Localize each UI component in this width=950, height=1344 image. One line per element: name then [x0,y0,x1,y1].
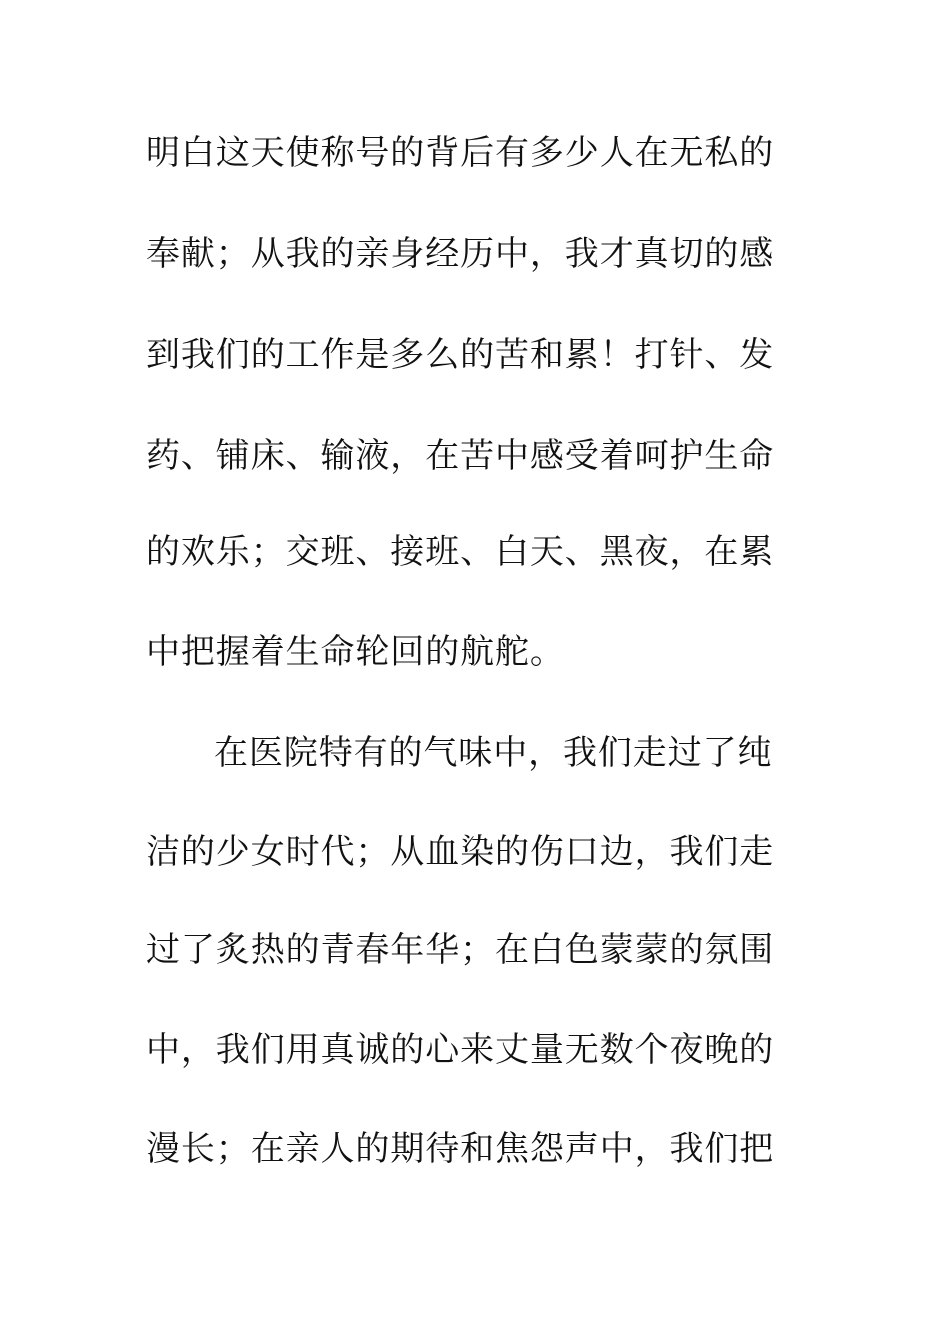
text-line-11: 漫长；在亲人的期待和焦怨声中，我们把 [146,1129,775,1169]
text-line-8: 洁的少女时代；从血染的伤口边，我们走 [146,832,775,872]
paragraph-start-line: 在医院特有的气味中，我们走过了纯 [214,733,773,773]
text-line-9: 过了炙热的青春年华；在白色蒙蒙的氛围 [146,930,775,970]
text-line-10: 中，我们用真诚的心来丈量无数个夜晚的 [146,1030,775,1070]
text-line-2: 奉献；从我的亲身经历中，我才真切的感 [146,234,775,274]
text-line-4: 药、铺床、输液，在苦中感受着呵护生命 [146,436,775,476]
text-line-1: 明白这天使称号的背后有多少人在无私的 [146,133,775,173]
text-line-3: 到我们的工作是多么的苦和累！打针、发 [146,335,775,375]
text-line-5: 的欢乐；交班、接班、白天、黑夜，在累 [146,532,775,572]
text-line-6: 中把握着生命轮回的航舵。 [146,632,565,672]
